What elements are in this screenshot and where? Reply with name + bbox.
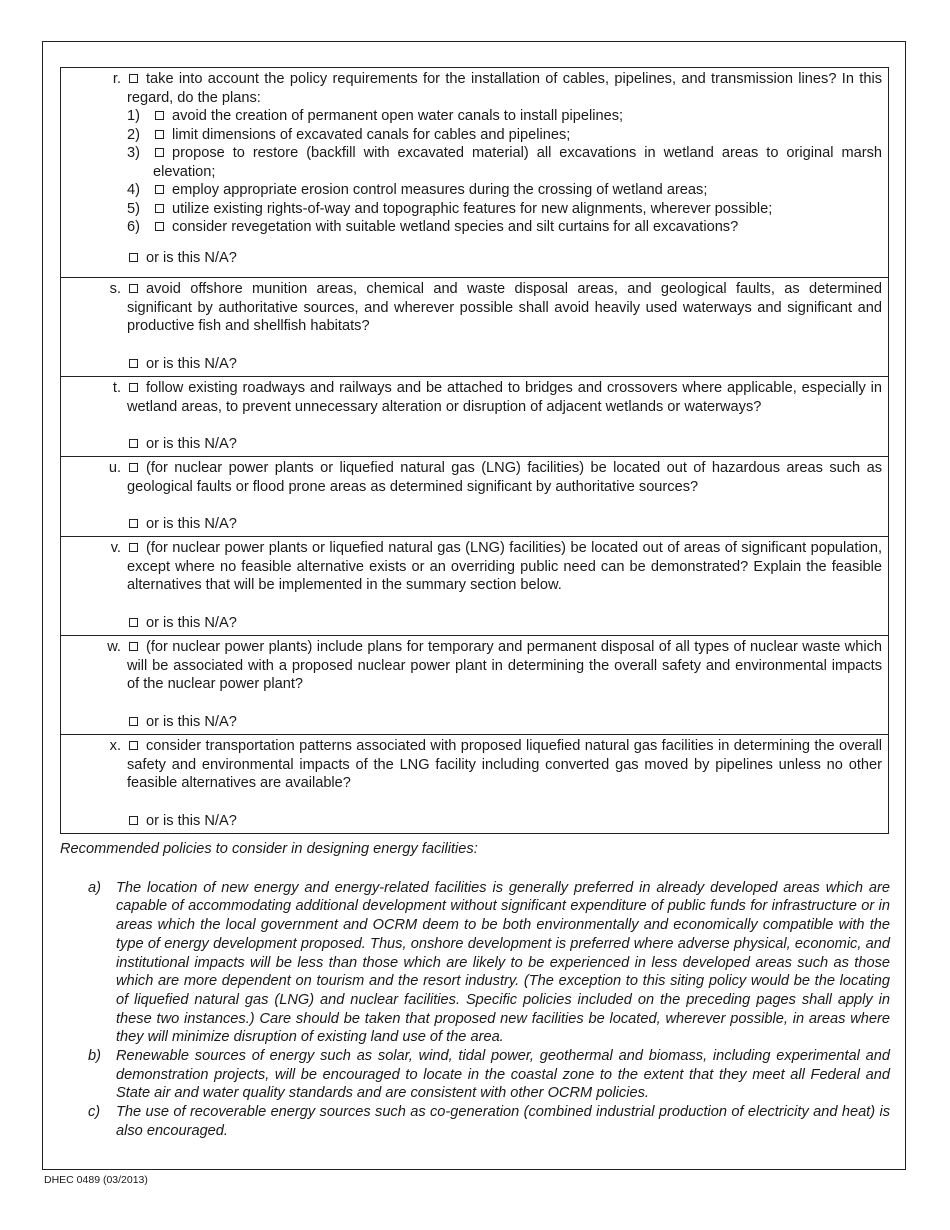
policies-intro: Recommended policies to consider in designing energy facilities: — [60, 841, 478, 857]
sub-num: 6) — [127, 219, 140, 235]
item-t-checkbox[interactable] — [129, 383, 138, 392]
sub-item — [127, 200, 882, 219]
na-label: or is this N/A? — [146, 436, 237, 452]
item-w — [60, 636, 889, 735]
sub-checkbox-2[interactable] — [155, 130, 164, 139]
item-letter: v. — [110, 540, 121, 556]
item-x — [60, 735, 889, 834]
sub-num: 3) — [127, 145, 140, 161]
item-letter: r. — [112, 71, 121, 87]
policy-item — [60, 879, 890, 1047]
item-text: follow existing roadways and railways and be attached to bridges and crossovers where applicable, especially in wetland areas, to prevent unnecessary alteration or disruption of adjacent wetlands or waterways? — [127, 380, 882, 415]
item-s-na-checkbox[interactable] — [129, 359, 138, 368]
sub-item — [127, 181, 882, 200]
checklist-table — [60, 67, 889, 834]
item-text: (for nuclear power plants) include plans for temporary and permanent disposal of all types of nuclear waste which will be associated with a proposed nuclear power plant in determining the overall safety and environmental impacts of the nuclear power plant? — [127, 639, 882, 692]
item-r-checkbox[interactable] — [129, 74, 138, 83]
na-label: or is this N/A? — [146, 355, 237, 372]
item-text: avoid offshore munition areas, chemical and waste disposal areas, and geological faults, as determined significant by authoritative sources, and wherever possible shall avoid heavily used waterways and significant and productive fish and shellfish habitats? — [127, 281, 882, 334]
na-label: or is this N/A? — [146, 249, 237, 266]
item-s — [60, 278, 889, 377]
item-x-checkbox[interactable] — [129, 741, 138, 750]
recommended-policies — [60, 840, 890, 1141]
form-number: DHEC 0489 (03/2013) — [44, 1174, 148, 1186]
na-label: or is this N/A? — [146, 713, 237, 730]
item-v-na-checkbox[interactable] — [129, 618, 138, 627]
item-w-na-checkbox[interactable] — [129, 717, 138, 726]
item-letter: x. — [109, 738, 121, 754]
item-r-na-checkbox[interactable] — [129, 253, 138, 262]
policy-text: The use of recoverable energy sources such as co-generation (combined industrial production of electricity and heat) is also encouraged. — [116, 1104, 890, 1139]
sub-checkbox-5[interactable] — [155, 204, 164, 213]
item-v — [60, 537, 889, 636]
policy-letter: a) — [88, 879, 101, 896]
item-t-na-checkbox[interactable] — [129, 439, 138, 448]
na-label: or is this N/A? — [146, 614, 237, 631]
policy-item — [60, 1047, 890, 1103]
sub-text: limit dimensions of excavated canals for cables and pipelines; — [172, 126, 571, 143]
policy-text: Renewable sources of energy such as solar, wind, tidal power, geothermal and biomass, including experimental and demonstration projects, will be encouraged to locate in the coastal zone to the extent that they meet all Federal and State air and water quality standards and are consistent with other OCRM policies. — [116, 1048, 890, 1102]
sub-item — [127, 126, 882, 145]
policy-text: The location of new energy and energy-related facilities is generally preferred in already developed areas which are capable of accommodating additional development without significant expenditure of public funds for infrastructure or in areas which the local government and OCRM deem to be both environmentally and economically compatible with the type of energy development proposed. Thus, onshore development is preferred where adverse physical, economic, and institutional impacts will be less than those which are likely to be experienced in less developed areas such as those which are more dependent on tourism and the resort industry. (The exception to this siting policy would be the locating of liquefied natural gas (LNG) and nuclear facilities. Specific policies included on the preceding pages shall apply in these two instances.) Care should be taken that proposed new facilities be located, wherever possible, in areas where they will minimize disruption of existing land use of the area. — [116, 879, 890, 1046]
sub-checkbox-4[interactable] — [155, 185, 164, 194]
item-letter: w. — [107, 639, 121, 655]
item-u-na-checkbox[interactable] — [129, 519, 138, 528]
item-u — [60, 457, 889, 537]
item-w-checkbox[interactable] — [129, 642, 138, 651]
item-text: take into account the policy requirements for the installation of cables, pipelines, and transmission lines? In this regard, do the plans: — [127, 71, 882, 106]
item-v-checkbox[interactable] — [129, 543, 138, 552]
sub-num: 2) — [127, 126, 140, 143]
item-text: (for nuclear power plants or liquefied natural gas (LNG) facilities) be located out of areas of significant population, except where no feasible alternative exists or an overriding public need can be demonstrated? Explain the feasible alternatives that will be implemented in the summary section below. — [127, 540, 882, 593]
item-t — [60, 377, 889, 457]
item-text: (for nuclear power plants or liquefied natural gas (LNG) facilities) be located out of hazardous areas such as geological faults or flood prone areas as determined significant by authoritative sources? — [127, 460, 882, 495]
item-text: consider transportation patterns associated with proposed liquefied natural gas facilities in determining the overall safety and environmental impacts of the LNG facility including converted gas moved by pipelines unless no other feasible alternatives are available? — [127, 738, 882, 791]
item-letter: s. — [109, 281, 121, 297]
sub-item — [127, 144, 882, 181]
sub-num: 1) — [127, 108, 140, 124]
policy-letter: c) — [88, 1104, 101, 1121]
item-r — [60, 67, 889, 278]
sub-text: utilize existing rights-of-way and topographic features for new alignments, wherever possible; — [172, 200, 773, 217]
policy-letter: b) — [88, 1048, 101, 1065]
sub-checkbox-1[interactable] — [155, 111, 164, 120]
sub-item — [127, 107, 882, 126]
item-u-checkbox[interactable] — [129, 463, 138, 472]
sub-item — [127, 218, 882, 237]
sub-num: 5) — [127, 200, 140, 217]
sub-checkbox-6[interactable] — [155, 222, 164, 231]
na-label: or is this N/A? — [146, 516, 237, 532]
sub-text: consider revegetation with suitable wetland species and silt curtains for all excavations? — [172, 219, 739, 235]
sub-text: avoid the creation of permanent open water canals to install pipelines; — [172, 108, 624, 124]
sub-checkbox-3[interactable] — [155, 148, 164, 157]
policy-item — [60, 1103, 890, 1140]
item-s-checkbox[interactable] — [129, 284, 138, 293]
item-letter: t. — [112, 380, 121, 396]
sub-text: propose to restore (backfill with excavated material) all excavations in wetland areas to original marsh elevation; — [153, 145, 882, 180]
na-label: or is this N/A? — [146, 812, 237, 829]
sub-num: 4) — [127, 182, 140, 198]
item-letter: u. — [108, 460, 121, 476]
item-x-na-checkbox[interactable] — [129, 816, 138, 825]
sub-text: employ appropriate erosion control measures during the crossing of wetland areas; — [172, 182, 708, 198]
